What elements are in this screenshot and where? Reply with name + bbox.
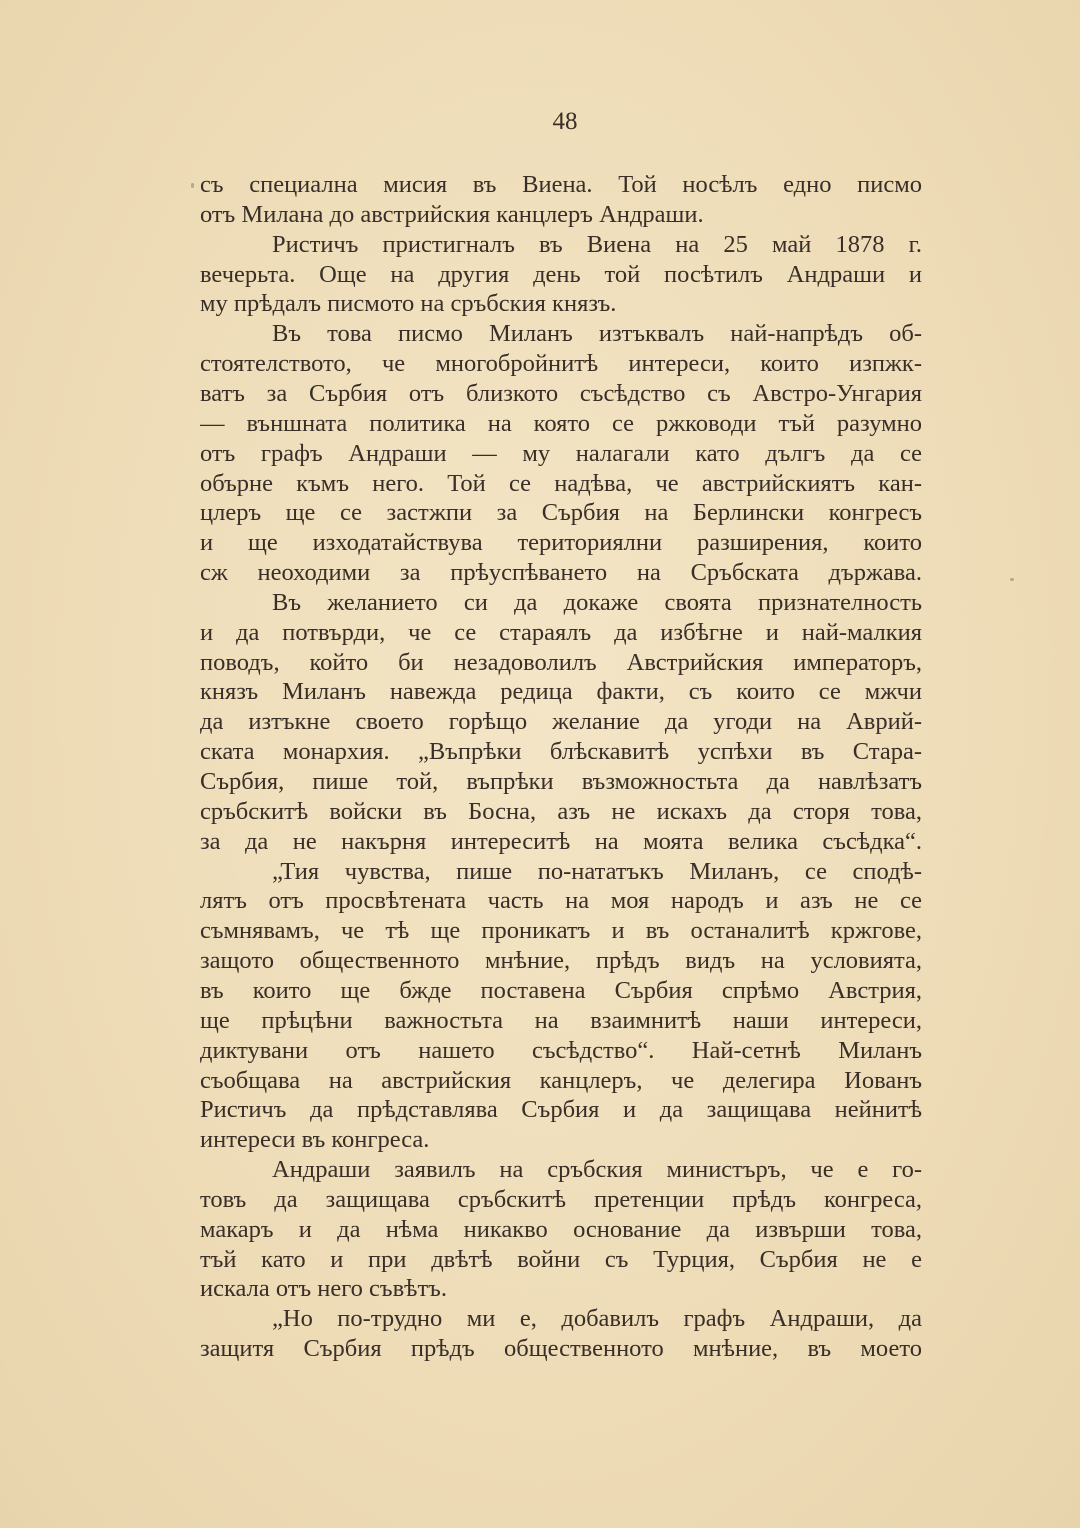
- text-line: защитя Сърбия прѣдъ общественното мнѣние, въ моето: [200, 1335, 922, 1363]
- text-line: отъ графъ Андраши — му налагали като дългъ да се: [200, 439, 922, 467]
- text-line: съмнявамъ, че тѣ ще проникатъ и въ останалитѣ кржгове,: [200, 917, 922, 945]
- text-line: Ристичъ да прѣдставлява Сърбия и да защищава нейнитѣ: [200, 1096, 922, 1124]
- text-line: искала отъ него съвѣтъ.: [200, 1275, 447, 1303]
- text-line: диктувани отъ нашето съсѣдство“. Най-сетнѣ Миланъ: [200, 1036, 922, 1064]
- text-line: ватъ за Сърбия отъ близкото съсѣдство съ Австро-Унгария: [200, 379, 922, 407]
- text-line: ската монархия. „Въпрѣки блѣскавитѣ успѣхи въ Стара-: [200, 738, 922, 766]
- text-line: тъй като и при двѣтѣ войни съ Турция, Сърбия не е: [200, 1245, 922, 1273]
- paper-speck: [191, 183, 194, 188]
- text-line: въ които ще бжде поставена Сърбия спрѣмо Австрия,: [200, 976, 922, 1004]
- text-line: Сърбия, пише той, въпрѣки възможностьта да навлѣзатъ: [200, 768, 922, 795]
- text-line: ще прѣцѣни важностьта на взаимнитѣ наши интереси,: [200, 1006, 922, 1034]
- text-line: „Но по-трудно ми е, добавилъ графъ Андраши, да: [272, 1305, 922, 1333]
- text-line: и да потвърди, че се стараялъ да избѣгне и най-малкия: [200, 618, 922, 646]
- text-line: обърне къмъ него. Той се надѣва, че австрийскиятъ кан-: [200, 469, 922, 497]
- text-line: интереси въ конгреса.: [200, 1126, 430, 1154]
- text-line: поводъ, който би незадоволилъ Австрийския императоръ,: [200, 648, 922, 676]
- text-line: Въ желанието си да докаже своята признателность: [272, 588, 922, 616]
- text-line: му прѣдалъ писмото на сръбския князъ.: [200, 290, 617, 318]
- text-line: съ специална мисия въ Виена. Той носѣлъ едно писмо: [200, 171, 922, 198]
- text-line: да изтъкне своето горѣщо желание да угоди на Аврий-: [200, 708, 922, 736]
- paper-speck: [1010, 578, 1014, 581]
- text-line: отъ Милана до австрийския канцлеръ Андраши.: [200, 200, 704, 228]
- text-line: и ще изходатайствува териториялни разширения, които: [200, 529, 922, 557]
- text-line: съобщава на австрийския канцлеръ, че делегира Иованъ: [200, 1066, 922, 1094]
- text-line: стоятелството, че многобройнитѣ интереси, които изпжк-: [200, 350, 922, 378]
- text-line: князъ Миланъ навежда редица факти, съ които се мжчи: [200, 678, 922, 706]
- text-line: макаръ и да нѣма никакво основание да извърши това,: [200, 1215, 922, 1243]
- text-line: сръбскитѣ войски въ Босна, азъ не искахъ да сторя това,: [200, 797, 922, 825]
- text-line: „Тия чувства, пише по-нататъкъ Миланъ, се сподѣ-: [272, 857, 922, 885]
- text-line: Въ това писмо Миланъ изтъквалъ най-напрѣдъ об-: [272, 320, 922, 348]
- text-line: — външната политика на която се ржководи тъй разумно: [200, 409, 922, 437]
- text-line: вечерьта. Още на другия день той посѣтилъ Андраши и: [200, 260, 922, 288]
- page-number: 48: [552, 108, 578, 135]
- text-line: защото общественното мнѣние, прѣдъ видъ на условията,: [200, 947, 922, 975]
- text-line: сж неоходими за прѣуспѣването на Сръбската държава.: [200, 559, 922, 587]
- text-line: товъ да защищава сръбскитѣ претенции прѣдъ конгреса,: [200, 1185, 922, 1213]
- text-line: лятъ отъ просвѣтената часть на моя народъ и азъ не се: [200, 887, 922, 915]
- text-line: Андраши заявилъ на сръбския министъръ, че е го-: [272, 1156, 922, 1184]
- text-line: цлеръ ще се застжпи за Сърбия на Берлински конгресъ: [200, 499, 922, 527]
- text-line: за да не накърня интереситѣ на моята велика съсѣдка“.: [200, 827, 922, 855]
- text-line: Ристичъ пристигналъ въ Виена на 25 май 1878 г.: [272, 230, 922, 258]
